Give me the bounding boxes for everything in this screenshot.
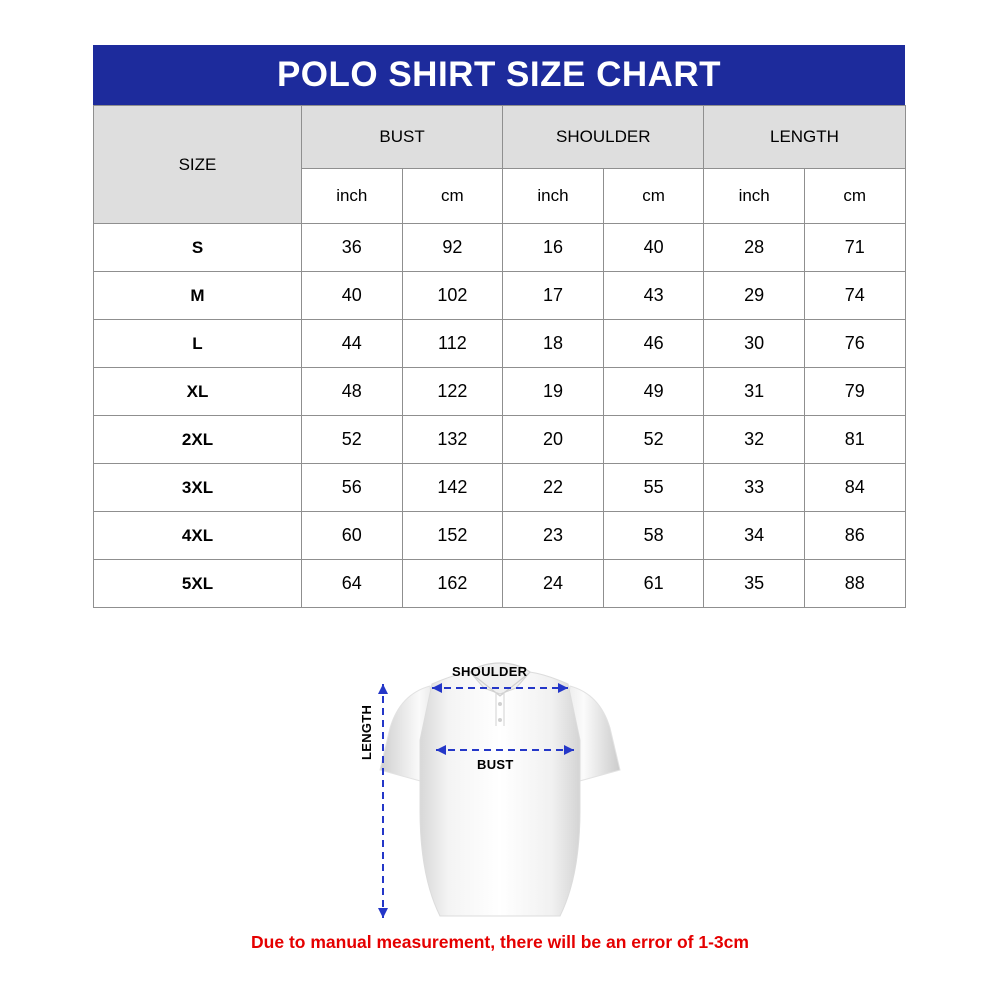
cell-bust-cm: 152 — [402, 512, 503, 560]
cell-length-cm: 88 — [804, 560, 905, 608]
unit-length-inch: inch — [704, 169, 805, 224]
unit-shoulder-cm: cm — [603, 169, 704, 224]
cell-length-cm: 86 — [804, 512, 905, 560]
table-row — [94, 224, 906, 272]
cell-shoulder-inch: 22 — [503, 464, 604, 512]
cell-length-cm: 79 — [804, 368, 905, 416]
table-row — [94, 560, 906, 608]
cell-length-cm: 71 — [804, 224, 905, 272]
cell-bust-inch: 64 — [302, 560, 403, 608]
cell-length-inch: 32 — [704, 416, 805, 464]
cell-bust-inch: 52 — [302, 416, 403, 464]
table-group-header-row — [94, 106, 906, 169]
cell-shoulder-cm: 52 — [603, 416, 704, 464]
unit-shoulder-inch: inch — [503, 169, 604, 224]
unit-bust-cm: cm — [402, 169, 503, 224]
cell-bust-cm: 142 — [402, 464, 503, 512]
cell-shoulder-inch: 20 — [503, 416, 604, 464]
cell-length-cm: 81 — [804, 416, 905, 464]
page-title: POLO SHIRT SIZE CHART — [93, 45, 905, 105]
table-row — [94, 320, 906, 368]
cell-shoulder-inch: 16 — [503, 224, 604, 272]
cell-length-inch: 31 — [704, 368, 805, 416]
cell-bust-inch: 60 — [302, 512, 403, 560]
table-row — [94, 512, 906, 560]
cell-length-cm: 76 — [804, 320, 905, 368]
header-shoulder: SHOULDER — [503, 106, 704, 169]
cell-size: XL — [94, 368, 302, 416]
cell-size: 5XL — [94, 560, 302, 608]
cell-bust-cm: 122 — [402, 368, 503, 416]
table-row — [94, 272, 906, 320]
length-label: LENGTH — [359, 704, 374, 760]
cell-shoulder-cm: 55 — [603, 464, 704, 512]
cell-size: L — [94, 320, 302, 368]
polo-shirt-graphic — [380, 663, 620, 916]
cell-shoulder-cm: 43 — [603, 272, 704, 320]
shoulder-label: SHOULDER — [452, 664, 528, 679]
cell-bust-inch: 44 — [302, 320, 403, 368]
header-size: SIZE — [94, 106, 302, 224]
header-bust: BUST — [302, 106, 503, 169]
cell-shoulder-cm: 58 — [603, 512, 704, 560]
cell-shoulder-cm: 49 — [603, 368, 704, 416]
cell-bust-cm: 112 — [402, 320, 503, 368]
cell-length-inch: 28 — [704, 224, 805, 272]
cell-shoulder-cm: 40 — [603, 224, 704, 272]
cell-shoulder-inch: 23 — [503, 512, 604, 560]
table-row — [94, 464, 906, 512]
cell-bust-inch: 48 — [302, 368, 403, 416]
cell-bust-inch: 56 — [302, 464, 403, 512]
size-chart-table-wrapper — [93, 45, 905, 608]
unit-bust-inch: inch — [302, 169, 403, 224]
cell-shoulder-inch: 18 — [503, 320, 604, 368]
unit-length-cm: cm — [804, 169, 905, 224]
cell-length-cm: 74 — [804, 272, 905, 320]
table-row — [94, 368, 906, 416]
cell-length-inch: 33 — [704, 464, 805, 512]
cell-bust-cm: 102 — [402, 272, 503, 320]
cell-size: 4XL — [94, 512, 302, 560]
length-measure-arrow — [378, 684, 388, 918]
cell-bust-cm: 132 — [402, 416, 503, 464]
cell-size: S — [94, 224, 302, 272]
cell-length-inch: 34 — [704, 512, 805, 560]
cell-size: 3XL — [94, 464, 302, 512]
cell-length-inch: 30 — [704, 320, 805, 368]
cell-shoulder-inch: 24 — [503, 560, 604, 608]
cell-bust-cm: 92 — [402, 224, 503, 272]
cell-bust-inch: 40 — [302, 272, 403, 320]
cell-shoulder-inch: 19 — [503, 368, 604, 416]
bust-label: BUST — [477, 757, 514, 772]
cell-bust-inch: 36 — [302, 224, 403, 272]
cell-length-cm: 84 — [804, 464, 905, 512]
measurement-note: Due to manual measurement, there will be an error of 1-3cm — [251, 932, 749, 952]
cell-size: M — [94, 272, 302, 320]
table-row — [94, 416, 906, 464]
cell-length-inch: 35 — [704, 560, 805, 608]
cell-shoulder-cm: 46 — [603, 320, 704, 368]
header-length: LENGTH — [704, 106, 905, 169]
cell-shoulder-cm: 61 — [603, 560, 704, 608]
cell-shoulder-inch: 17 — [503, 272, 604, 320]
cell-size: 2XL — [94, 416, 302, 464]
cell-bust-cm: 162 — [402, 560, 503, 608]
size-chart-table — [93, 105, 906, 608]
cell-length-inch: 29 — [704, 272, 805, 320]
